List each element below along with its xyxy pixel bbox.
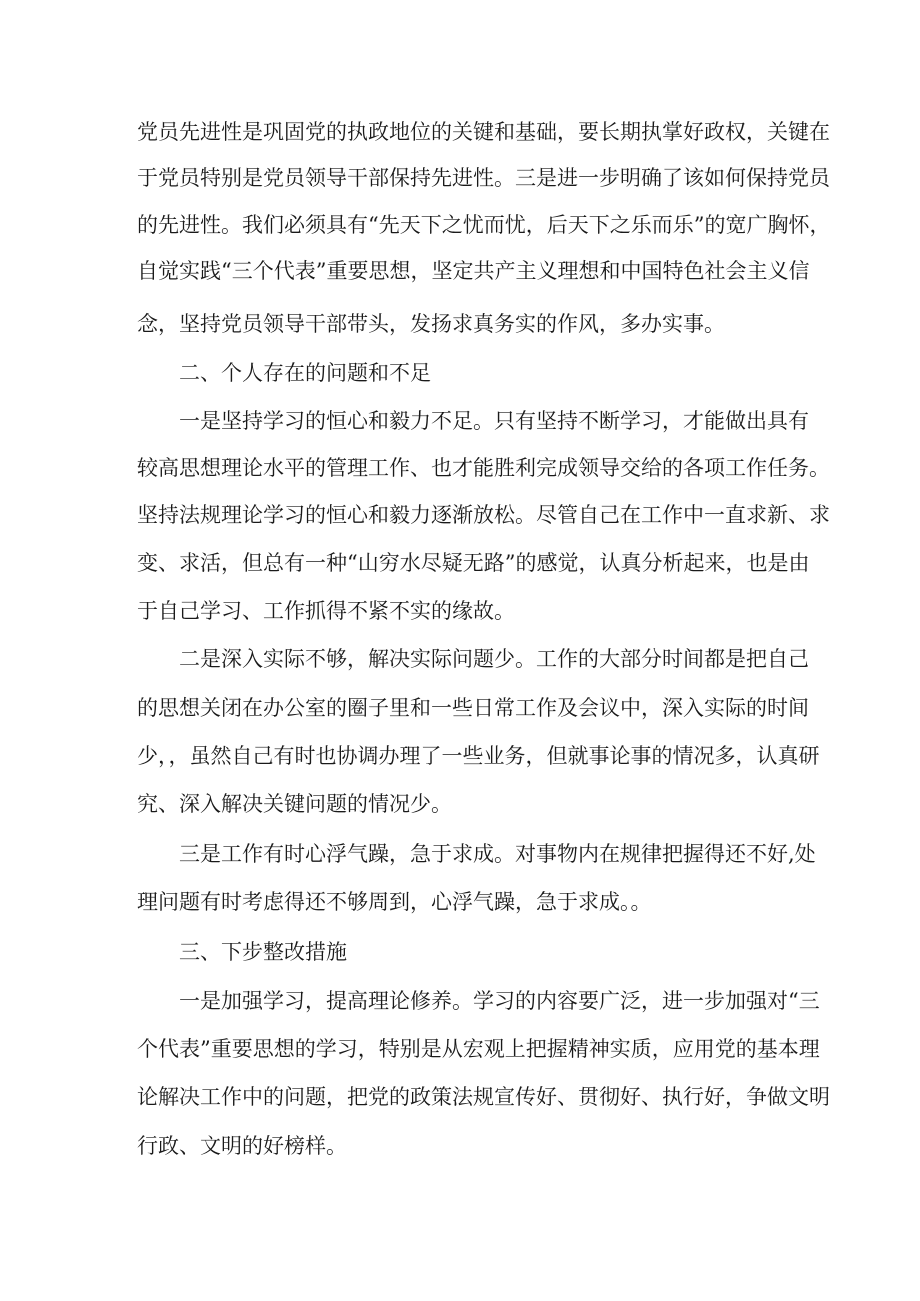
- text-line: 于党员特别是党员领导干部保持先进性。三是进一步明确了该如何保持党员: [137, 166, 830, 190]
- text-line: 少，，虽然自己有时也协调办理了一些业务，但就事论事的情况多，认真研: [137, 744, 820, 768]
- section-heading: 三、下步整改措施: [179, 940, 347, 964]
- text-line: 自觉实践“三个代表”重要思想，坚定共产主义理想和中国特色社会主义信: [137, 259, 810, 283]
- text-line: 于自己学习、工作抓得不紧不实的缘故。: [137, 599, 515, 623]
- section-heading: 二、个人存在的问题和不足: [179, 361, 431, 385]
- text-line: 坚持法规理论学习的恒心和毅力逐渐放松。尽管自己在工作中一直求新、求: [137, 503, 830, 527]
- paragraph-first-line: 三是工作有时心浮气躁，急于求成。对事物内在规律把握得还不好,处: [179, 842, 816, 866]
- text-line: 变、求活，但总有一种“山穷水尽疑无路”的感觉，认真分析起来，也是由: [137, 551, 810, 575]
- paragraph-first-line: 一是加强学习，提高理论修养。学习的内容要广泛，进一步加强对“三: [179, 989, 820, 1013]
- text-line: 理问题有时考虑得还不够周到，心浮气躁，急于求成。。: [137, 890, 652, 914]
- text-line: 论解决工作中的问题，把党的政策法规宣传好、贯彻好、执行好，争做文明: [137, 1085, 830, 1109]
- text-line: 的思想关闭在办公室的圈子里和一些日常工作及会议中，深入实际的时间: [137, 696, 809, 720]
- text-line: 行政、文明的好榜样。: [137, 1134, 347, 1158]
- text-line: 的先进性。我们必须具有“先天下之忧而忧，后天下之乐而乐”的宽广胸怀，: [137, 213, 831, 237]
- paragraph-first-line: 一是坚持学习的恒心和毅力不足。只有坚持不断学习，才能做出具有: [179, 409, 809, 433]
- paragraph-first-line: 二是深入实际不够，解决实际问题少。工作的大部分时间都是把自己: [179, 647, 809, 671]
- text-line: 党员先进性是巩固党的执政地位的关键和基础，要长期执掌好政权，关键在: [137, 120, 830, 144]
- text-line: 较高思想理论水平的管理工作、也才能胜利完成领导交给的各项工作任务。: [137, 456, 830, 480]
- text-line: 念，坚持党员领导干部带头，发扬求真务实的作风，多办实事。: [137, 312, 725, 336]
- text-line: 个代表”重要思想的学习，特别是从宏观上把握精神实质，应用党的基本理: [137, 1037, 820, 1061]
- text-line: 究、深入解决关键问题的情况少。: [137, 792, 452, 816]
